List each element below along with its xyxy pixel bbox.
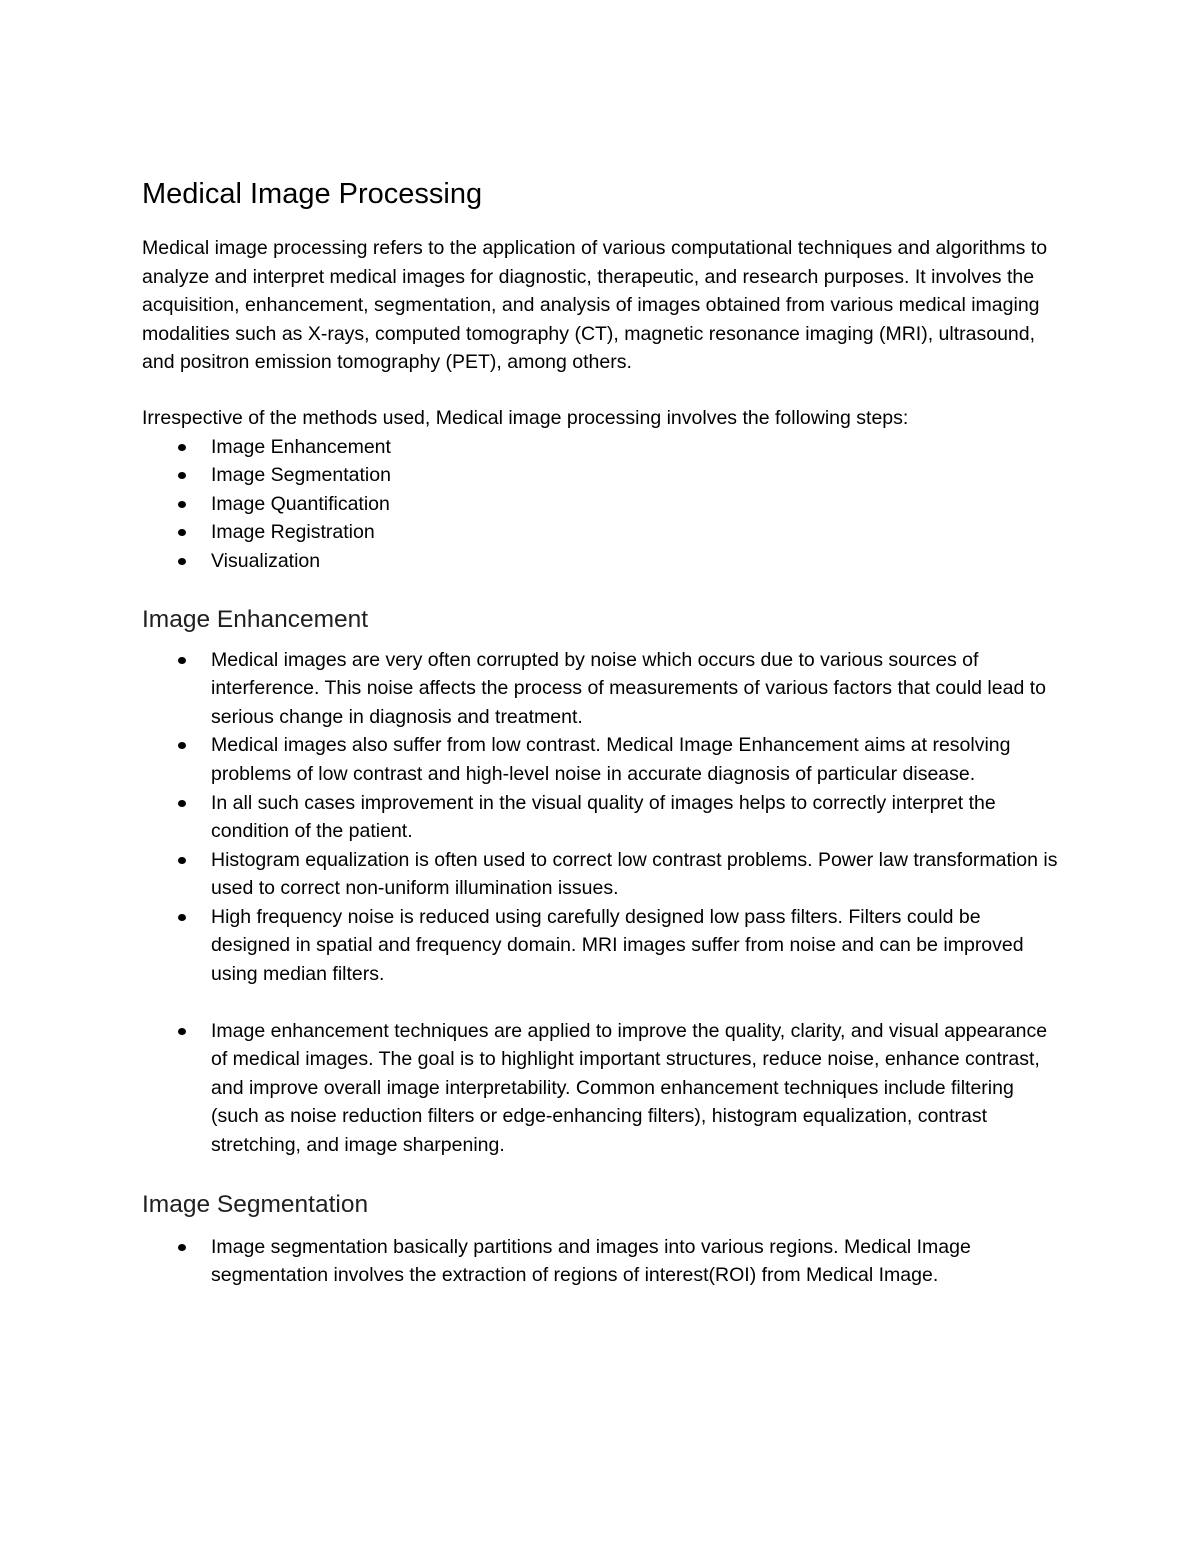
list-item-text: Histogram equalization is often used to correct low contrast problems. Power law transformation is used to correct non-uniform illumination issues. — [211, 848, 1058, 900]
bullet-icon — [178, 529, 186, 536]
bullet-icon — [178, 472, 186, 479]
bullet-icon — [178, 800, 186, 807]
list-item-text: High frequency noise is reduced using carefully designed low pass filters. Filters could be designed in spatial and frequency domain. MRI images suffer from noise and can be improved using median filters. — [211, 905, 1024, 986]
bullet-icon — [178, 558, 186, 565]
document-title: Medical Image Processing — [142, 178, 483, 210]
list-item-text: Medical images also suffer from low contrast. Medical Image Enhancement aims at resolving problems of low contrast and high-level noise in accurate diagnosis of particular disease. — [211, 734, 1011, 785]
segmentation-list — [142, 1233, 1062, 1290]
list-item — [211, 789, 1062, 846]
list-item — [211, 547, 1062, 576]
bullet-icon — [178, 1244, 186, 1251]
document-page — [142, 174, 1062, 1290]
section-heading-enhancement: Image Enhancement — [142, 605, 369, 633]
spacer — [142, 989, 1062, 1017]
list-item-text: Medical images are very often corrupted by noise which occurs due to various sources of interference. This noise affects the process of measurements of various factors that could lead to serious change in diagnosis and treatment. — [211, 648, 1046, 728]
steps-intro: Irrespective of the methods used, Medical image processing involves the following steps: — [142, 406, 909, 429]
bullet-icon — [178, 501, 186, 508]
list-item-text: Image Enhancement — [211, 435, 391, 458]
list-item — [211, 1233, 1062, 1290]
list-item — [211, 461, 1062, 490]
section-heading-segmentation: Image Segmentation — [142, 1190, 369, 1218]
bullet-icon — [178, 914, 186, 921]
list-item — [211, 490, 1062, 519]
list-item-text: Image Segmentation — [211, 464, 391, 487]
list-item-text: Image Registration — [211, 521, 375, 544]
bullet-icon — [178, 857, 186, 864]
list-item — [211, 646, 1062, 732]
intro-paragraph: Medical image processing refers to the application of various computational techniques and algorithms to analyze and interpret medical images for diagnostic, therapeutic, and research purposes. It involves the acquisition, enhancement, segmentation, and analysis of images obtained from various medical imaging modalities such as X-rays, computed tomography (CT), magnetic resonance imaging (MRI), ultrasound, and positron emission tomography (PET), among others. — [142, 237, 1048, 374]
enhancement-list-continued — [142, 1017, 1062, 1160]
bullet-icon — [178, 657, 186, 664]
list-item — [211, 731, 1062, 788]
list-item — [211, 433, 1062, 462]
list-item — [211, 518, 1062, 547]
list-item-text: Image segmentation basically partitions and images into various regions. Medical Image segmentation involves the extraction of regions of interest(ROI) from Medical Image. — [211, 1235, 971, 1287]
bullet-icon — [178, 742, 186, 749]
bullet-icon — [178, 1028, 186, 1035]
list-item-text: Image Quantification — [211, 492, 390, 515]
list-item — [211, 903, 1062, 989]
list-item-text: Image enhancement techniques are applied to improve the quality, clarity, and visual appearance of medical images. The goal is to highlight important structures, reduce noise, enhance contrast, and improve overall image interpretability. Common enhancement techniques include filtering (such as noise reduction filters or edge-enhancing filters), histogram equalization, contrast stretching, and image sharpening. — [211, 1019, 1048, 1157]
enhancement-list — [142, 646, 1062, 989]
list-item — [211, 846, 1062, 903]
list-item — [211, 1017, 1062, 1160]
spacer — [142, 377, 1062, 404]
bullet-icon — [178, 444, 186, 451]
list-item-text: In all such cases improvement in the visual quality of images helps to correctly interpret the condition of the patient. — [211, 791, 996, 843]
steps-list — [142, 433, 1062, 576]
list-item-text: Visualization — [211, 549, 321, 572]
